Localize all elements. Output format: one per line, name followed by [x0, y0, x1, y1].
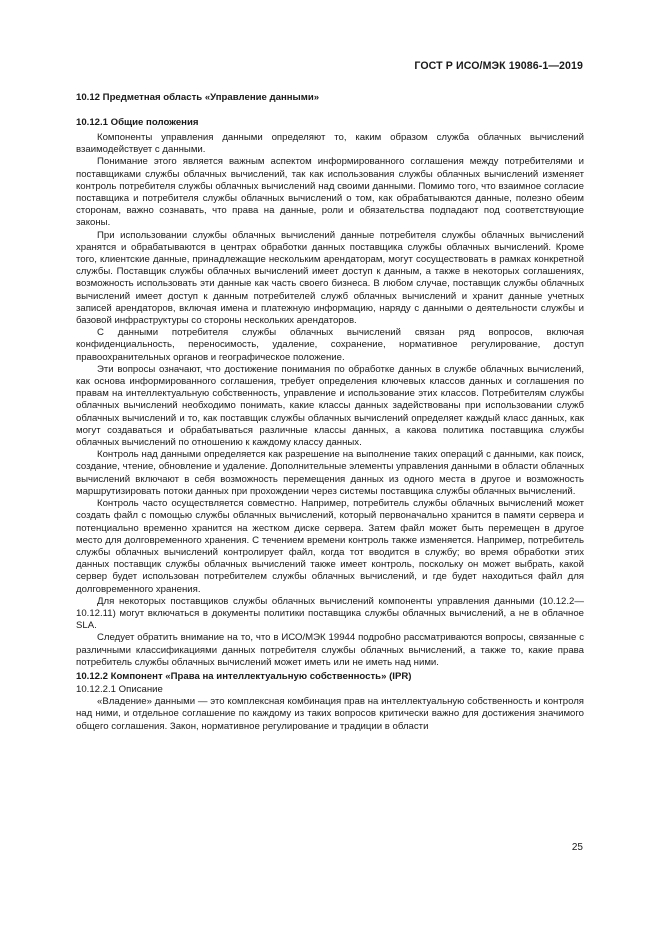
subsection-heading: 10.12.1 Общие положения: [76, 117, 199, 128]
paragraph: Для некоторых поставщиков службы облачных вычислений компоненты управления данными (10.12.2—10.12.11) могут включаться в документы политики поставщика службы облачных вычислений, а не в облачное SLA.: [76, 595, 584, 632]
section-heading: 10.12 Предметная область «Управление данными»: [76, 92, 320, 103]
paragraph: Контроль над данными определяется как разрешение на выполнение таких операций с данными, как поиск, создание, чтение, обновление и удаление. Дополнительные элементы управления данными в области облачных вычислений включают в себя возможность перемещения данных из одного места в другое и возможность маршрутизировать потоки данных при прохождении через системы поставщика службы облачных вычислений.: [76, 449, 584, 497]
paragraph: «Владение» данными — это комплексная комбинация прав на интеллектуальную собственность и контроля над ними, и отдельное соглашение по каждому из таких вопросов критически важно для достижения значимого общего соглашения. Закон, нормативное регулирование и традиции в области: [76, 696, 584, 732]
page-number: 25: [571, 842, 583, 853]
paragraph: Контроль часто осуществляется совместно. Например, потребитель службы облачных вычислений может создать файл с помощью службы облачных вычислений, который первоначально хранится в памяти сервера и потенциально временно хранится на жестком диске сервера. Затем файл может быть перемещен в другое место для долговременного хранения. С течением времени контроль также изменяется. Например, потребитель службы облачных вычислений контролирует файл, когда тот вводится в службу; во время обработки этих данных поставщик службы облачных вычислений также имеет контроль, поскольку он может выбрать, какой сервер будет использован потребителем службы облачных вычислений, и где будет находиться файл для долговременного хранения.: [76, 498, 584, 595]
paragraph: Следует обратить внимание на то, что в ИСО/МЭК 19944 подробно рассматриваются вопросы, связанные с различными классификациями данных потребителя службы облачных вычислений, а также то, какие права потребитель службы облачных вычислений может иметь или не иметь над ними.: [76, 632, 584, 668]
subsubsection-heading: 10.12.2.1 Описание: [76, 683, 163, 695]
paragraph: При использовании службы облачных вычислений данные потребителя службы облачных вычислений хранятся и обрабатываются в центрах обработки данных поставщика службы облачных вычислений. Кроме того, клиентские данные, принадлежащие нескольким арендаторам, могут сосуществовать в рамках конкретной службы. Поставщик службы облачных вычислений имеет доступ к данным, а также в некоторых соглашениях, возможность использовать эти данные как часть своего бизнеса. В любом случае, поставщик службы облачных вычислений имеет доступ к данным потребителей служб облачных вычислений и хранит данные учетных записей арендаторов, включая имена и платежную информацию, наряду с данными о деятельности службы и базовой инфраструктуры со стороны нескольких арендаторов.: [76, 229, 584, 327]
page-content: [76, 92, 584, 733]
paragraph: Понимание этого является важным аспектом информированного соглашения между потребителями и поставщиками службы облачных вычислений, так как использования службы облачных вычислений изменяет контроль потребителя службы облачных вычислений над своими данными. Помимо того, что взаимное согласие поставщика и потребителя службы облачных вычислений о том, как обрабатываются данные, полезно обеим сторонам, важно сознавать, что права на данные, роли и обязательства подпадают под соответствующие законы.: [76, 156, 584, 229]
standard-header: ГОСТ Р ИСО/МЭК 19086-1—2019: [414, 60, 583, 72]
paragraph: Эти вопросы означают, что достижение понимания по обработке данных в службе облачных вычислений, как основа информированного соглашения, требует определения ключевых классов данных и соглашения по правам на интеллектуальную собственность, управление и использование этих классов. Потребителям службы облачных вычислений необходимо понимать, какие классы данных задействованы при использовании служб облачных вычислений и то, как поставщик службы облачных вычислений определяет каждый класс данных, как могут создаваться и обрабатываться различные классы данных, а какова политика поставщика службы облачных вычислений по отношению к каждому классу данных.: [76, 363, 584, 449]
subsection-heading: 10.12.2 Компонент «Права на интеллектуальную собственность» (IPR): [76, 670, 412, 682]
paragraph: С данными потребителя службы облачных вычислений связан ряд вопросов, включая конфиденциальность, переносимость, удаление, сохранение, нормативное регулирование, доступ правоохранительных органов и географическое положение.: [76, 327, 584, 363]
paragraph: Компоненты управления данными определяют то, каким образом служба облачных вычислений взаимодействует с данными.: [76, 132, 584, 156]
